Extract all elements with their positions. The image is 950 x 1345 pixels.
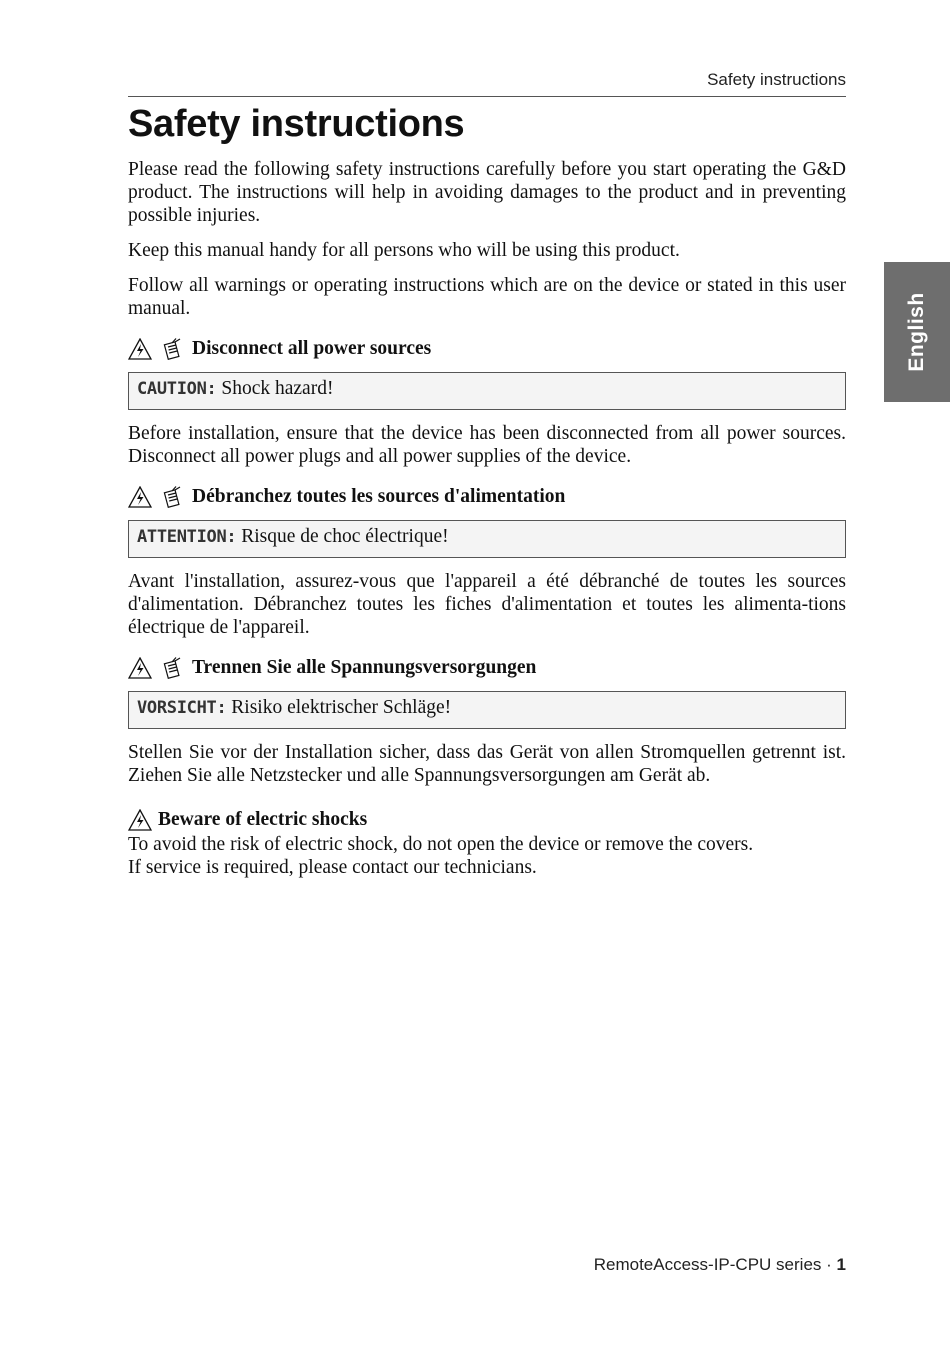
caution-keyword: CAUTION:	[137, 379, 217, 399]
beware-line: To avoid the risk of electric shock, do not open the device or remove the covers.	[128, 834, 754, 855]
power-plug-icon	[160, 657, 184, 679]
page-number: 1	[836, 1255, 846, 1274]
section-heading-text: Disconnect all power sources	[192, 338, 432, 359]
section-heading	[128, 657, 846, 679]
warning-triangle-icon	[128, 338, 152, 360]
running-header: Safety instructions	[707, 70, 846, 89]
caution-box	[128, 691, 846, 729]
beware-body	[128, 833, 846, 879]
page-content	[128, 103, 846, 879]
language-tab-label: English	[905, 292, 928, 372]
section-heading	[128, 486, 846, 508]
intro-paragraph: Follow all warnings or operating instructions which are on the device or stated in this user manual.	[128, 275, 846, 319]
section-body: Before installation, ensure that the device has been disconnected from all power sources. Disconnect all power plugs and all power supplies of the device.	[128, 423, 846, 467]
warning-triangle-icon	[128, 657, 152, 679]
intro-paragraph: Keep this manual handy for all persons who will be using this product.	[128, 240, 680, 261]
power-plug-icon	[160, 486, 184, 508]
section-body: Avant l'installation, assurez-vous que l'appareil a été débranché de toutes les sources d'alimentation. Débranchez toutes les fiches d'alimentation et toutes les alimenta-tions électrique de l'appareil.	[128, 571, 846, 638]
beware-heading	[128, 809, 846, 831]
caution-box	[128, 372, 846, 410]
beware-heading-text: Beware of electric shocks	[158, 809, 368, 830]
intro-paragraph: Please read the following safety instructions carefully before you start operating the G&D product. The instructions will help in avoiding damages to the product and in preventing possible injuries.	[128, 159, 846, 226]
page-title: Safety instructions	[128, 103, 465, 145]
section-heading-text: Trennen Sie alle Spannungsversorgungen	[192, 657, 537, 678]
header-divider	[128, 96, 846, 97]
power-plug-icon	[160, 338, 184, 360]
caution-message: Shock hazard!	[221, 378, 334, 399]
section-heading-text: Débranchez toutes les sources d'alimentation	[192, 486, 566, 507]
caution-keyword: VORSICHT:	[137, 698, 227, 718]
page-footer	[594, 1255, 846, 1275]
footer-product: RemoteAccess-IP-CPU series ·	[593, 1255, 832, 1274]
section-heading	[128, 338, 846, 360]
section-body: Stellen Sie vor der Installation sicher, dass das Gerät von allen Stromquellen getrennt ist. Ziehen Sie alle Netzstecker und alle Spannungsversorgungen am Gerät ab.	[128, 742, 846, 786]
language-tab	[884, 262, 950, 402]
beware-line: If service is required, please contact our technicians.	[128, 857, 537, 878]
warning-triangle-icon	[128, 486, 152, 508]
warning-triangle-icon	[128, 809, 152, 831]
caution-box	[128, 520, 846, 558]
caution-message: Risque de choc électrique!	[241, 526, 449, 547]
caution-message: Risiko elektrischer Schläge!	[231, 697, 452, 718]
caution-keyword: ATTENTION:	[137, 527, 237, 547]
